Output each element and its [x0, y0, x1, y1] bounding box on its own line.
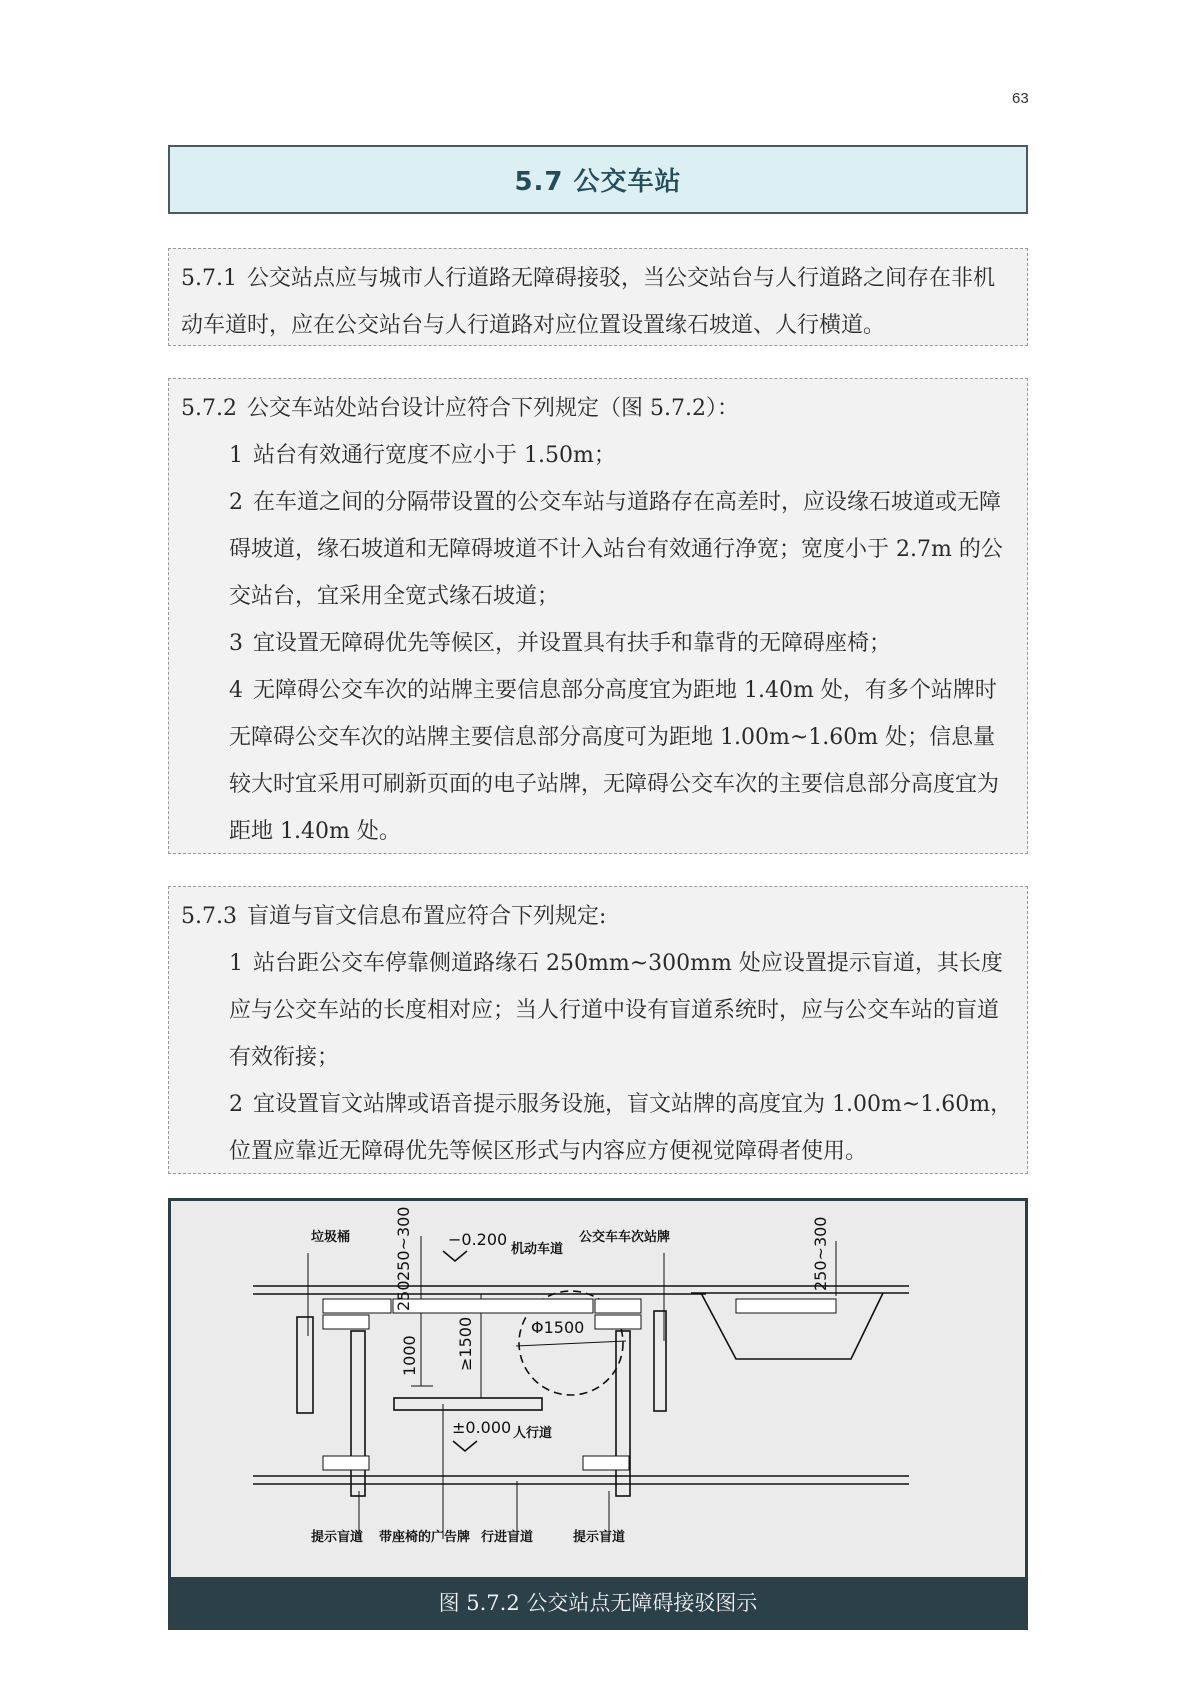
- clause-paragraph: [181, 385, 1015, 432]
- warning-tactile-tiles: [595, 1299, 641, 1313]
- guiding-tactile-column: [616, 1331, 630, 1496]
- warning-tactile-tiles: [583, 1456, 629, 1470]
- page-number: 63: [1012, 90, 1029, 107]
- item-number: 1: [229, 443, 243, 468]
- clause-item: [181, 479, 1015, 620]
- label-guiding-tactile: 行进盲道: [481, 1530, 534, 1545]
- item-number: 1: [229, 951, 243, 976]
- item-text: 宜设置盲文站牌或语音提示服务设施，盲文站牌的高度宜为 1.00m~1.60m，位置应靠近无障碍优先等候区形式与内容应方便视觉障碍者使用。: [229, 1092, 1013, 1164]
- clause-text: 公交车站处站台设计应符合下列规定（图 5.7.2）：: [246, 396, 739, 421]
- clause-5-7-3: [168, 886, 1028, 1174]
- clause-item: [181, 620, 1015, 667]
- seat-board-icon: [394, 1398, 542, 1410]
- label-dim-250: 250: [394, 1280, 413, 1311]
- warning-tactile-tiles: [323, 1456, 369, 1470]
- figure-panel: [168, 1198, 1028, 1630]
- label-trash-bin: 垃圾桶: [311, 1230, 351, 1245]
- guiding-tactile-column: [351, 1331, 365, 1496]
- clause-item: [181, 432, 1015, 479]
- clause-text: 公交站点应与城市人行道路无障碍接驳，当公交站台与人行道路之间存在非机动车道时，应在公交站台与人行道路对应位置设置缘石坡道、人行横道。: [181, 266, 995, 338]
- figure-caption: 图 5.7.2 公交站点无障碍接驳图示: [438, 1591, 758, 1615]
- section-title-banner: [168, 145, 1028, 214]
- clause-item: [181, 1081, 1015, 1175]
- label-dim-250-300-right: 250~300: [811, 1216, 830, 1291]
- warning-tactile-tiles: [323, 1299, 391, 1313]
- item-number: 2: [229, 490, 243, 515]
- label-dim-1000: 1000: [400, 1335, 419, 1376]
- label-warning-tactile: 提示盲道: [573, 1530, 626, 1545]
- item-number: 3: [229, 631, 243, 656]
- clause-paragraph: [181, 893, 1015, 940]
- clause-item: [181, 667, 1015, 855]
- label-sidewalk: 人行道: [513, 1426, 553, 1441]
- item-text: 无障碍公交车次的站牌主要信息部分高度宜为距地 1.40m 处，有多个站牌时无障碍公交车次的站牌主要信息部分高度可为距地 1.00m~1.60m 处；信息量较大时宜采用可刷新页面的电子站牌，无障碍公交车次的主要信息部分高度宜为距地 1.40m 处。: [229, 678, 1000, 844]
- clause-text: 盲道与盲文信息布置应符合下列规定:: [246, 904, 607, 929]
- label-dim-250-300-left: 250~300: [394, 1206, 413, 1281]
- clause-number: 5.7.1: [181, 266, 237, 291]
- clause-paragraph: [181, 255, 1015, 349]
- item-number: 4: [229, 678, 243, 703]
- bus-stop-diagram: [171, 1201, 1025, 1577]
- clause-number: 5.7.2: [181, 396, 237, 421]
- section-title: 5.7 公交车站: [514, 167, 682, 197]
- clause-number: 5.7.3: [181, 904, 237, 929]
- clause-5-7-2: [168, 378, 1028, 854]
- trash-bin-icon: [297, 1317, 313, 1413]
- item-text: 站台有效通行宽度不应小于 1.50m；: [253, 443, 616, 468]
- item-text: 站台距公交车停靠侧道路缘石 250mm~300mm 处应设置提示盲道，其长度应与公交车站的长度相对应；当人行道中设有盲道系统时，应与公交车站的盲道有效衔接；: [229, 951, 1003, 1070]
- label-warning-tactile: 提示盲道: [311, 1530, 364, 1545]
- label-dim-1500-min: ≥1500: [456, 1316, 475, 1371]
- warning-tactile-tiles: [736, 1299, 836, 1313]
- clause-5-7-1: [168, 248, 1028, 346]
- label-bus-sign: 公交车车次站牌: [579, 1230, 671, 1245]
- warning-tactile-tiles: [323, 1315, 369, 1329]
- figure-caption-bar: [171, 1577, 1025, 1627]
- label-ad-board-with-seat: 带座椅的广告牌: [379, 1530, 471, 1545]
- item-text: 在车道之间的分隔带设置的公交车站与道路存在高差时，应设缘石坡道或无障碍坡道，缘石坡道和无障碍坡道不计入站台有效通行净宽；宽度小于 2.7m 的公交站台，宜采用全宽式缘石坡道；: [229, 490, 1003, 609]
- label-dim-phi1500: Φ1500: [531, 1318, 585, 1337]
- warning-tactile-tiles: [393, 1299, 593, 1313]
- label-elevation-zero: ±0.000: [452, 1418, 512, 1437]
- label-vehicle-lane: 机动车道: [511, 1242, 564, 1257]
- label-elevation-top: −0.200: [448, 1230, 508, 1249]
- item-number: 2: [229, 1092, 243, 1117]
- clause-item: [181, 940, 1015, 1081]
- warning-tactile-tiles: [595, 1315, 641, 1329]
- item-text: 宜设置无障碍优先等候区，并设置具有扶手和靠背的无障碍座椅；: [253, 631, 892, 656]
